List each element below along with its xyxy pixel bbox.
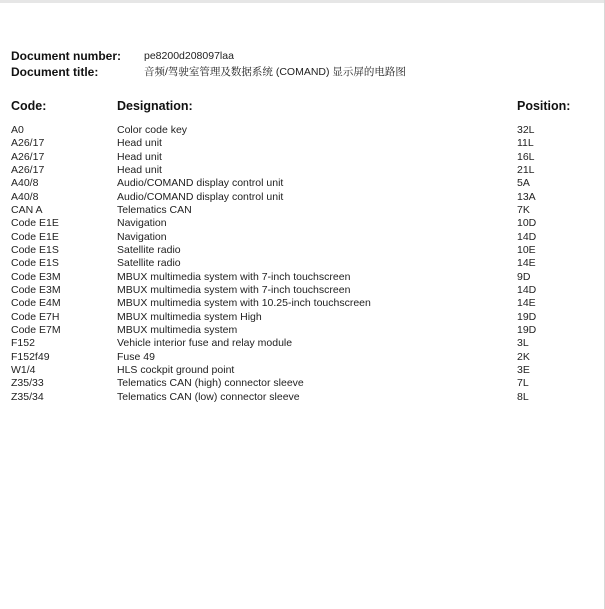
cell-designation: Vehicle interior fuse and relay module	[117, 337, 293, 350]
cell-designation: Head unit	[117, 163, 162, 176]
cell-position: 21L	[517, 163, 535, 176]
cell-code: CAN A	[11, 203, 43, 216]
cell-code: A26/17	[11, 137, 45, 150]
cell-position: 14E	[517, 297, 536, 310]
table-row	[11, 151, 591, 164]
table-row	[11, 271, 591, 284]
cell-code: Code E3M	[11, 270, 61, 283]
document-title-label: Document title:	[11, 65, 99, 79]
table-row	[11, 244, 591, 257]
table-row	[11, 391, 591, 404]
cell-code: Code E1S	[11, 257, 59, 270]
cell-designation: Head unit	[117, 150, 162, 163]
cell-position: 10D	[517, 217, 537, 230]
cell-code: Code E7M	[11, 323, 61, 336]
table-row	[11, 191, 591, 204]
cell-position: 3E	[517, 363, 530, 376]
cell-code: Code E4M	[11, 297, 61, 310]
cell-position: 5A	[517, 177, 530, 190]
column-header-code: Code:	[11, 99, 47, 113]
cell-designation: Audio/COMAND display control unit	[117, 190, 284, 203]
cell-code: Code E1E	[11, 217, 59, 230]
table-row	[11, 177, 591, 190]
cell-code: Code E1E	[11, 230, 59, 243]
cell-designation: HLS cockpit ground point	[117, 363, 235, 376]
cell-designation: Satellite radio	[117, 243, 181, 256]
cell-code: Z35/33	[11, 377, 44, 390]
cell-position: 9D	[517, 270, 531, 283]
cell-designation: Navigation	[117, 217, 167, 230]
table-row	[11, 311, 591, 324]
cell-code: Code E7H	[11, 310, 60, 323]
cell-designation: Color code key	[117, 124, 188, 136]
cell-code: Code E3M	[11, 283, 61, 296]
cell-code: A40/8	[11, 190, 39, 203]
cell-designation: Fuse 49	[117, 350, 155, 363]
cell-code: F152	[11, 337, 35, 350]
cell-code: A26/17	[11, 150, 45, 163]
table-row	[11, 324, 591, 337]
cell-designation: MBUX multimedia system	[117, 323, 238, 336]
cell-position: 32L	[517, 124, 535, 136]
table-header	[11, 99, 591, 114]
table-row	[11, 164, 591, 177]
cell-code: Code E1S	[11, 243, 59, 256]
table-row	[11, 337, 591, 350]
cell-position: 10E	[517, 243, 536, 256]
column-header-designation: Designation:	[117, 99, 193, 113]
cell-position: 13A	[517, 190, 536, 203]
table-row	[11, 257, 591, 270]
table-row	[11, 217, 591, 230]
cell-code: F152f49	[11, 350, 50, 363]
cell-designation: Navigation	[117, 230, 167, 243]
cell-position: 14E	[517, 257, 536, 270]
document-title-value: 音频/驾驶室管理及数据系统 (COMAND) 显示屏的电路图	[144, 66, 406, 78]
cell-code: A40/8	[11, 177, 39, 190]
cell-position: 3L	[517, 337, 529, 350]
top-divider	[0, 0, 605, 3]
cell-code: W1/4	[11, 363, 36, 376]
cell-position: 16L	[517, 150, 535, 163]
component-table-body	[11, 124, 591, 404]
cell-position: 14D	[517, 283, 537, 296]
table-row	[11, 231, 591, 244]
cell-position: 7K	[517, 203, 530, 216]
cell-code: A26/17	[11, 163, 45, 176]
cell-designation: Telematics CAN (low) connector sleeve	[117, 390, 300, 403]
table-row	[11, 297, 591, 310]
document-number-label: Document number:	[11, 49, 122, 63]
document-number-value: pe8200d208097laa	[144, 50, 234, 62]
cell-position: 7L	[517, 377, 529, 390]
column-header-position: Position:	[517, 99, 571, 113]
table-row	[11, 204, 591, 217]
cell-designation: Telematics CAN	[117, 203, 192, 216]
cell-position: 11L	[517, 137, 534, 150]
cell-designation: MBUX multimedia system with 10.25-inch touchscreen	[117, 297, 371, 310]
cell-position: 19D	[517, 310, 537, 323]
cell-designation: MBUX multimedia system with 7-inch touchscreen	[117, 270, 351, 283]
cell-code: A0	[11, 124, 24, 136]
cell-code: Z35/34	[11, 390, 44, 403]
cell-designation: MBUX multimedia system with 7-inch touchscreen	[117, 283, 351, 296]
cell-designation: Head unit	[117, 137, 162, 150]
table-row	[11, 124, 591, 137]
cell-position: 8L	[517, 390, 529, 403]
cell-position: 2K	[517, 350, 530, 363]
cell-position: 19D	[517, 323, 537, 336]
table-row	[11, 137, 591, 150]
cell-designation: Telematics CAN (high) connector sleeve	[117, 377, 304, 390]
table-row	[11, 351, 591, 364]
table-row	[11, 364, 591, 377]
table-row	[11, 377, 591, 390]
cell-designation: Audio/COMAND display control unit	[117, 177, 284, 190]
cell-position: 14D	[517, 230, 537, 243]
table-row	[11, 284, 591, 297]
cell-designation: Satellite radio	[117, 257, 181, 270]
cell-designation: MBUX multimedia system High	[117, 310, 262, 323]
